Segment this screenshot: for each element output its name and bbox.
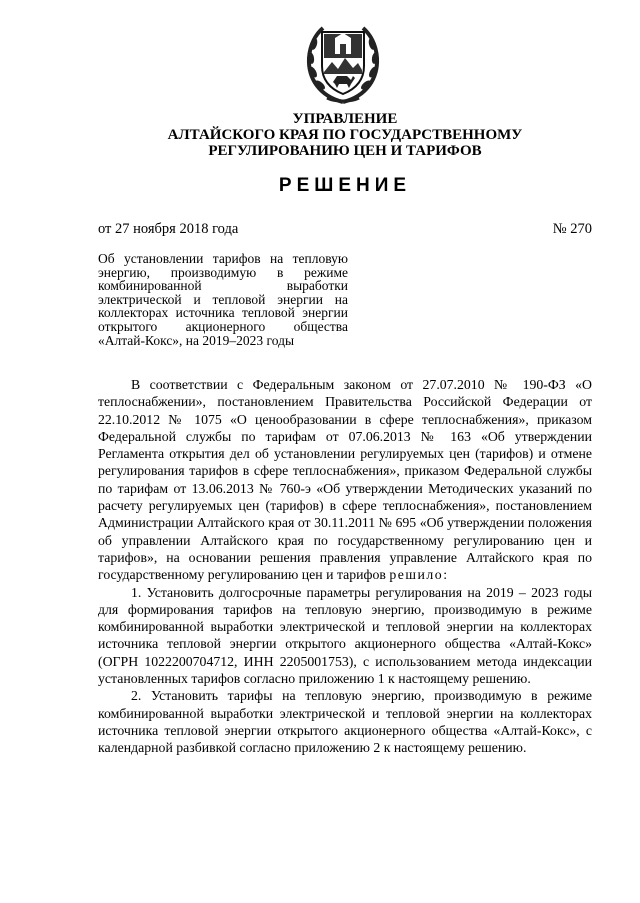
document-date: от 27 ноября 2018 года — [98, 221, 239, 237]
org-name-line-2: АЛТАЙСКОГО КРАЯ ПО ГОСУДАРСТВЕННОМУ — [167, 127, 523, 143]
org-name-line-1: УПРАВЛЕНИЕ — [292, 111, 398, 127]
clause-2: 2. Установить тарифы на тепловую энергию, производимую в режиме комбинированной выработки электрической и тепловой энергии на коллекторах источника тепловой энергии открытого акционерного общества «Алтай-Кокс», с календарной разбивкой согласно приложению 2 к настоящему решению. — [98, 688, 592, 756]
decided-word: решило — [389, 567, 444, 583]
document-number: № 270 — [552, 221, 592, 237]
coat-of-arms-icon — [305, 22, 381, 104]
org-name-line-3: РЕГУЛИРОВАНИЮ ЦЕН И ТАРИФОВ — [208, 143, 482, 159]
document-type-title: РЕШЕНИЕ — [278, 175, 412, 196]
clause-1: 1. Установить долгосрочные параметры регулирования на 2019 – 2023 годы для формирования тарифов на тепловую энергию, производимую в режиме комбинированной выработки электрической и тепловой энергии на коллекторах источника тепловой энергии открытого акционерного общества «Алтай-Кокс» (ОГРН 1022200704712, ИНН 2205001753), с использованием метода индексации установленных тарифов согласно приложению 1 к настоящему решению. — [98, 584, 592, 687]
document-body — [98, 376, 592, 757]
preamble-text: В соответствии с Федеральным законом от 27.07.2010 № 190-ФЗ «О теплоснабжении», постановлением Правительства Российской Федерации от 22.10.2012 № 1075 «О ценообразовании в сфере теплоснабжения», приказом Федеральной службы по тарифам от 07.06.2013 № 163 «Об утверждении Регламента открытия дел об установлении регулируемых цен (тарифов) и отмене регулирования тарифов в сфере теплоснабжения», приказом Федеральной службы по тарифам от 13.06.2013 № 760-э «Об утверждении Методических указаний по расчету регулируемых цен (тарифов) в сфере теплоснабжения», постановлением Администрации Алтайского края от 30.11.2011 № 695 «Об утверждении положения об управлении Алтайского края по государственному регулированию цен и тарифов», на основании решения правления управление Алтайского края по государственному регулированию цен и тарифов — [98, 377, 592, 583]
document-subject: Об установлении тарифов на тепловую энергию, производимую в режиме комбинированной выработки электрической и тепловой энергии на коллекторах источника тепловой энергии открытого акционерного общества «Алтай-Кокс», на 2019–2023 годы — [98, 251, 348, 348]
decided-colon: : — [443, 567, 448, 583]
preamble-paragraph — [98, 376, 592, 584]
